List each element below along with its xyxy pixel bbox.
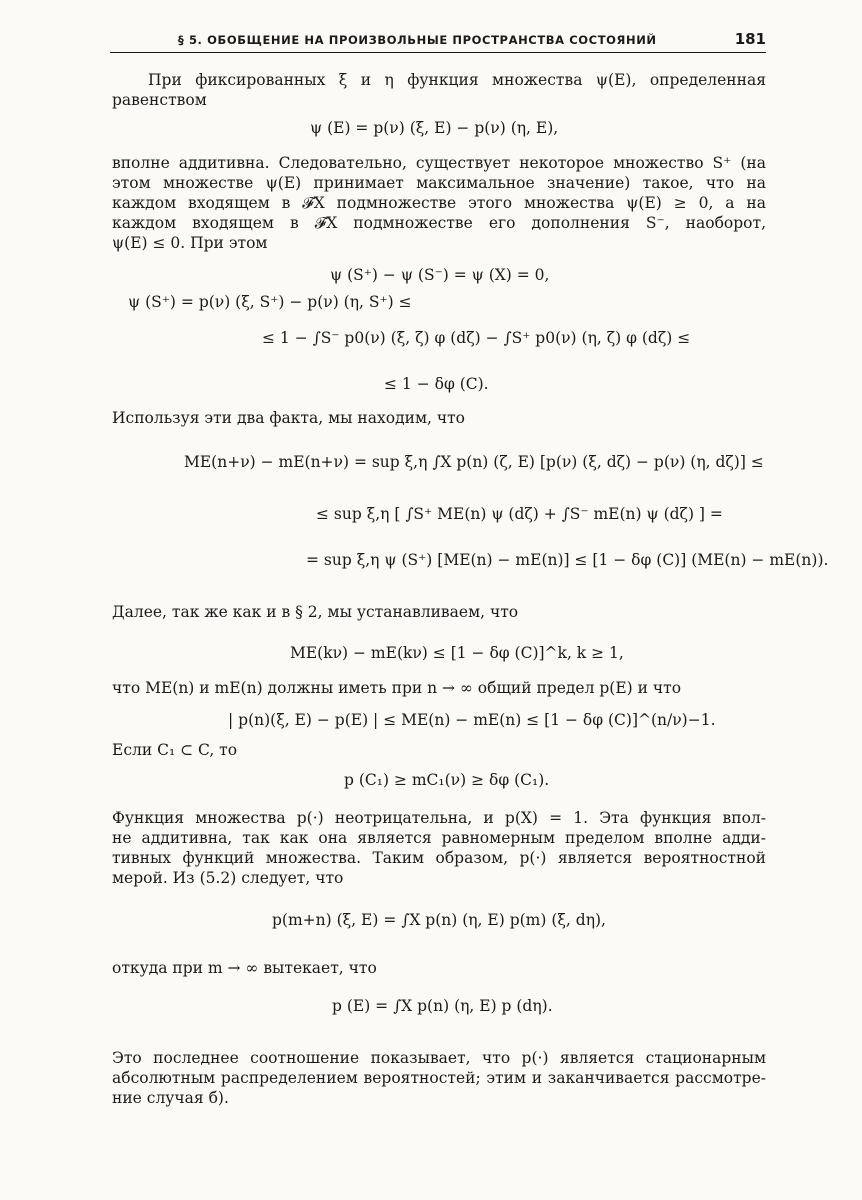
- paragraph-line: этом множестве ψ(E) принимает максимальное значение) такое, что на: [112, 174, 766, 192]
- paragraph-line: не аддитивна, так как она является равномерным пределом вполне адди-: [112, 829, 766, 847]
- paragraph-line: тивных функций множества. Таким образом, p(·) является вероятностной: [112, 849, 766, 867]
- paragraph-line: откуда при m → ∞ вытекает, что: [112, 959, 377, 977]
- equation: p (C₁) ≥ mC₁(ν) ≥ δφ (C₁).: [344, 771, 550, 789]
- equation: = sup ξ,η ψ (S⁺) [ME(n) − mE(n)] ≤ [1 − δφ (C)] (ME(n) − mE(n)).: [306, 551, 829, 569]
- paragraph-line: При фиксированных ξ и η функция множества ψ(E), определенная: [148, 71, 766, 89]
- equation: ME(kν) − mE(kν) ≤ [1 − δφ (C)]^k, k ≥ 1,: [290, 644, 624, 662]
- paragraph-line: ψ(E) ≤ 0. При этом: [112, 234, 268, 252]
- equation: ≤ sup ξ,η [ ∫S⁺ ME(n) ψ (dζ) + ∫S⁻ mE(n) ψ (dζ) ] =: [316, 505, 723, 523]
- page-number: 181: [734, 30, 766, 48]
- equation: ≤ 1 − ∫S⁻ p0(ν) (ξ, ζ) φ (dζ) − ∫S⁺ p0(ν) (η, ζ) φ (dζ) ≤: [262, 329, 691, 347]
- equation: | p(n)(ξ, E) − p(E) | ≤ ME(n) − mE(n) ≤ [1 − δφ (C)]^(n/ν)−1.: [228, 711, 716, 729]
- paragraph-line: каждом входящем в 𝓕X подмножестве его дополнения S⁻, наоборот,: [112, 214, 766, 232]
- paragraph-line: вполне аддитивна. Следовательно, существует некоторое множество S⁺ (на: [112, 154, 766, 172]
- page-header: [110, 30, 766, 53]
- equation: p (E) = ∫X p(n) (η, E) p (dη).: [332, 997, 553, 1015]
- paragraph-line: мерой. Из (5.2) следует, что: [112, 869, 344, 887]
- equation: ME(n+ν) − mE(n+ν) = sup ξ,η ∫X p(n) (ζ, E) [p(ν) (ξ, dζ) − p(ν) (η, dζ)] ≤: [184, 453, 764, 471]
- running-head: § 5. ОБОБЩЕНИЕ НА ПРОИЗВОЛЬНЫЕ ПРОСТРАНСТВА СОСТОЯНИЙ: [178, 33, 657, 47]
- paragraph-line: Функция множества p(·) неотрицательна, и p(X) = 1. Эта функция впол-: [112, 809, 766, 827]
- equation: ψ (E) = p(ν) (ξ, E) − p(ν) (η, E),: [310, 119, 559, 137]
- paragraph-line: равенством: [112, 91, 207, 109]
- paragraph-line: каждом входящем в 𝓕X подмножестве этого множества ψ(E) ≥ 0, а на: [112, 194, 766, 212]
- paragraph-line: Это последнее соотношение показывает, что p(·) является стационарным: [112, 1049, 766, 1067]
- equation: ψ (S⁺) = p(ν) (ξ, S⁺) − p(ν) (η, S⁺) ≤: [128, 293, 412, 311]
- equation: ≤ 1 − δφ (C).: [384, 375, 489, 393]
- paragraph-line: Используя эти два факта, мы находим, что: [112, 409, 466, 427]
- paragraph-line: абсолютным распределением вероятностей; этим и заканчивается рассмотре-: [112, 1069, 766, 1087]
- paragraph-line: Далее, так же как и в § 2, мы устанавливаем, что: [112, 603, 519, 621]
- paragraph-line: что ME(n) и mE(n) должны иметь при n → ∞ общий предел p(E) и что: [112, 679, 682, 697]
- paragraph-line: Если C₁ ⊂ C, то: [112, 741, 238, 759]
- equation: ψ (S⁺) − ψ (S⁻) = ψ (X) = 0,: [330, 266, 550, 284]
- paragraph-line: ние случая б).: [112, 1089, 229, 1107]
- equation: p(m+n) (ξ, E) = ∫X p(n) (η, E) p(m) (ξ, dη),: [272, 911, 606, 929]
